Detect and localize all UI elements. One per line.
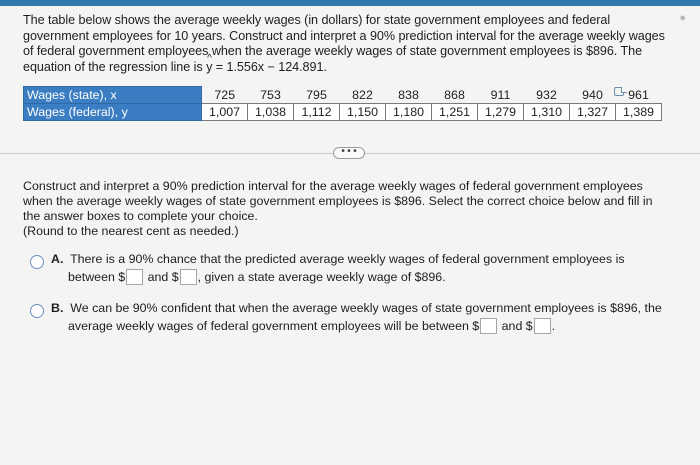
regression-equation: = 1.556x − 124.891. <box>212 59 327 74</box>
table-row-state <box>24 87 662 104</box>
problem-line-2: government employees for 10 years. Construct and interpret a 90% prediction interval for the average weekly wages <box>23 28 665 43</box>
table-cell: 961 <box>616 87 662 104</box>
y-hat-symbol: ^ y <box>206 60 212 76</box>
table-cell: 1,112 <box>294 104 340 121</box>
table-cell: 822 <box>340 87 386 104</box>
question-line-2: when the average weekly wages of state government employees is $896. Select the correct choice below and fill in <box>23 194 653 208</box>
wages-table <box>23 86 662 121</box>
table-cell: 868 <box>432 87 478 104</box>
table-cell: 1,251 <box>432 104 478 121</box>
problem-line-1: The table below shows the average weekly wages (in dollars) for state government employees and federal <box>23 13 611 27</box>
choice-b-text: We can be 90% confident that when the average weekly wages of state government employees is $896, the <box>70 301 662 315</box>
choice-b-prefix: average weekly wages of federal government employees will be between $ <box>68 319 480 333</box>
choice-b-radio[interactable] <box>30 304 44 318</box>
table-cell: 1,180 <box>386 104 432 121</box>
table-cell: 940 <box>570 87 616 104</box>
choice-a-text: There is a 90% chance that the predicted average weekly wages of federal government employees is <box>70 252 625 266</box>
problem-statement <box>23 13 683 75</box>
question-line-4: (Round to the nearest cent as needed.) <box>23 224 239 238</box>
choice-a-lower-input[interactable] <box>126 269 143 285</box>
table-cell: 1,310 <box>524 104 570 121</box>
table-cell: 1,150 <box>340 104 386 121</box>
regression-prefix: equation of the regression line is <box>23 59 207 74</box>
question-line-1: Construct and interpret a 90% prediction interval for the average weekly wages of federal government employees <box>23 179 643 193</box>
choice-b-line-1 <box>51 299 662 317</box>
row-label-federal: Wages (federal), y <box>24 104 202 121</box>
choice-a-between: between $ <box>68 270 126 284</box>
table-cell: 911 <box>478 87 524 104</box>
expand-more-button[interactable]: ••• <box>333 147 365 159</box>
table-cell: 1,279 <box>478 104 524 121</box>
choice-a-upper-input[interactable] <box>180 269 197 285</box>
choice-a-line-2 <box>51 268 625 286</box>
problem-line-4 <box>23 60 683 76</box>
table-cell: 1,389 <box>616 104 662 121</box>
choice-b-line-2 <box>51 317 662 335</box>
choice-b-tail: . <box>551 319 556 333</box>
problem-line-3: of federal government employees when the average weekly wages of state government employees is $896. The <box>23 44 643 58</box>
choice-b-and: and $ <box>501 319 533 333</box>
table-cell: 1,007 <box>202 104 248 121</box>
copy-data-icon[interactable] <box>614 87 624 96</box>
choice-a-line-1 <box>51 250 625 268</box>
table-cell: 795 <box>294 87 340 104</box>
choice-b-lower-input[interactable] <box>480 318 497 334</box>
question-line-3: the answer boxes to complete your choice. <box>23 209 258 223</box>
table-cell: 753 <box>248 87 294 104</box>
corner-icon: ● <box>679 12 686 24</box>
choice-b[interactable] <box>51 299 662 335</box>
choice-a-radio[interactable] <box>30 255 44 269</box>
choice-b-upper-input[interactable] <box>534 318 551 334</box>
choice-a-tail: , given a state average weekly wage of $896. <box>197 270 446 284</box>
table-cell: 725 <box>202 87 248 104</box>
question-text <box>23 179 683 239</box>
table-cell: 1,038 <box>248 104 294 121</box>
choice-a-letter: A. <box>51 252 64 266</box>
row-label-state: Wages (state), x <box>24 87 202 104</box>
choice-a[interactable] <box>51 250 625 286</box>
table-row-federal <box>24 104 662 121</box>
choice-b-letter: B. <box>51 301 64 315</box>
table-cell: 932 <box>524 87 570 104</box>
choice-a-and: and $ <box>147 270 179 284</box>
table-cell: 838 <box>386 87 432 104</box>
table-cell: 1,327 <box>570 104 616 121</box>
top-accent-bar <box>0 0 700 6</box>
